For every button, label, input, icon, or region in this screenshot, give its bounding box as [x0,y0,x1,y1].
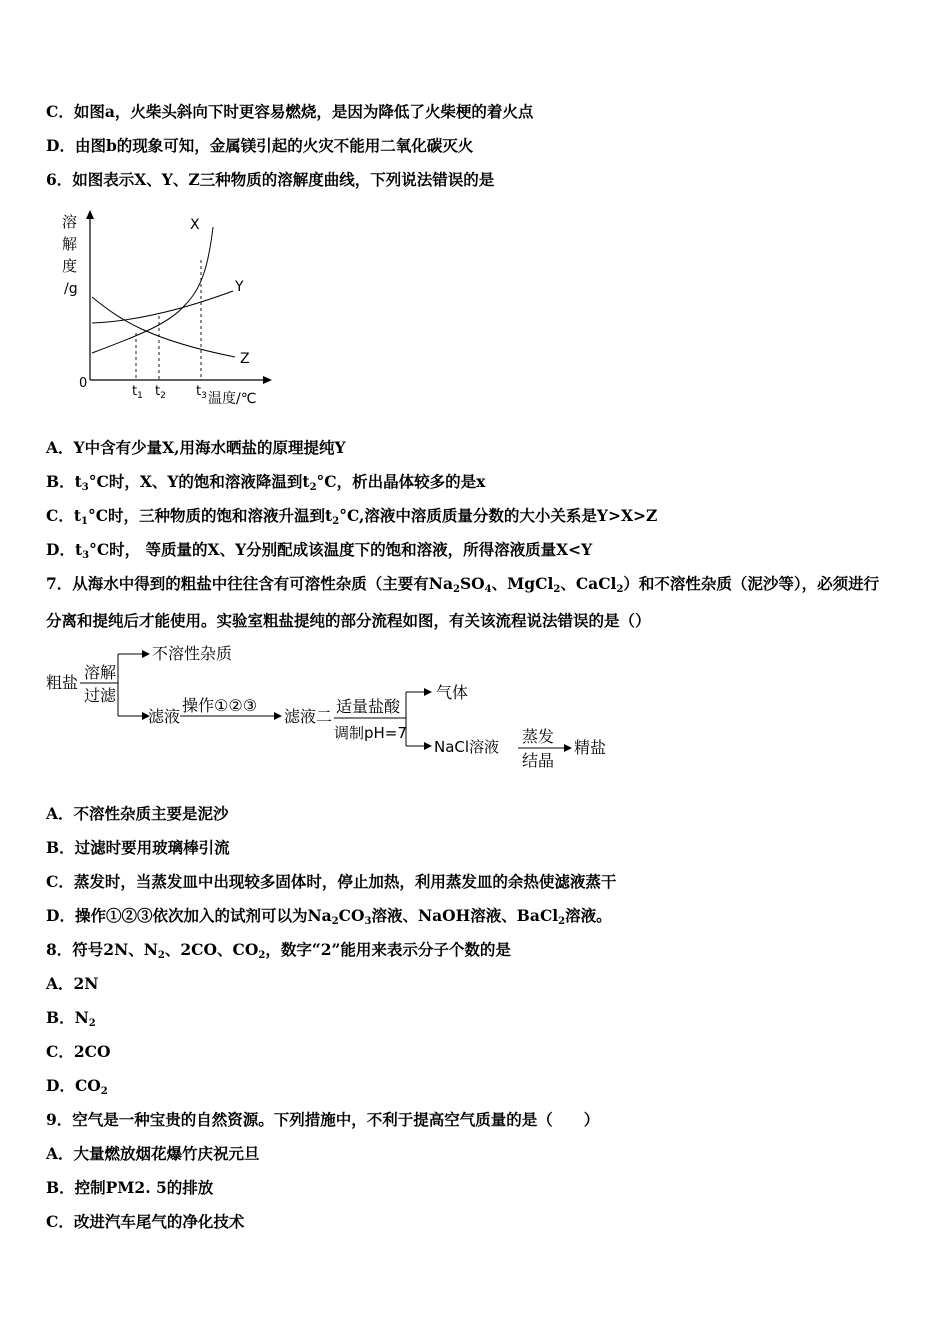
flow-crude-salt: 粗盐 [46,673,79,692]
flow-filtrate1: 滤液 [148,707,181,726]
flow-nacl: NaCl溶液 [434,738,500,756]
curve-z [92,297,235,357]
curve-y [92,291,233,323]
curve-label-z: Z [240,351,250,367]
q5-option-c: C．如图a，火柴头斜向下时更容易燃烧，是因为降低了火柴梗的着火点 [46,102,534,121]
origin-label: 0 [79,376,88,391]
q6-option-c: C．$t_1^\circ C$时，三种物质的饱和溶液升温到$t_2^\circ C$,溶液中溶质质量分数的大小关系是Y>X>Z [46,506,658,527]
tick-t2: $t_2$ [155,384,166,401]
y-label-4: /g [64,281,78,297]
tick-t1: $t_1$ [132,384,143,401]
q7-option-d: D．操作①②③依次加入的试剂可以为$Na_2CO_3$溶液、NaOH溶液、BaCl$_2$溶液。 [46,906,612,927]
salt-purification-flowchart [44,640,624,775]
flow-operation: 操作①②③ [182,696,258,715]
flow-filtrate2: 滤液二 [284,707,333,726]
flow-acid: 适量盐酸 [336,697,401,716]
y-axis-arrow [86,210,94,219]
flow-insoluble: 不溶性杂质 [152,644,233,663]
q7-stem-line2: 分离和提纯后才能使用。实验室粗盐提纯的部分流程如图，有关该流程说法错误的是（） [46,611,651,630]
q8-option-b: B．$N_2$ [46,1008,96,1029]
q8-stem: 8．符号2N、$N_2$、2CO、$CO_2$，数字“2”能用来表示分子个数的是 [46,940,511,961]
flow-gas: 气体 [436,683,469,702]
flow-filter: 过滤 [84,686,117,705]
q6-option-d: D．$t_3^\circ C$时， 等质量的X、Y分别配成该温度下的饱和溶液，所得溶液质量X<Y [46,540,593,561]
x-axis-arrow [263,376,272,384]
flow-evaporate: 蒸发 [522,727,555,746]
q8-option-c: C．2CO [46,1042,111,1061]
q7-stem-line1: 7．从海水中得到的粗盐中往往含有可溶性杂质（主要有$Na_2SO_4$、MgCl$_2$、CaCl$_2$）和不溶性杂质（泥沙等），必须进行 [46,574,880,595]
flow-crystal: 结晶 [522,751,555,770]
tick-t3: $t_3$ [196,384,207,401]
x-label: 温度/℃ [208,391,257,407]
q6-option-a: A．Y中含有少量X,用海水晒盐的原理提纯Y [46,438,346,457]
q7-option-b: B．过滤时要用玻璃棒引流 [46,838,230,857]
q9-stem: 9．空气是一种宝贵的自然资源。下列措施中，不利于提高空气质量的是（ ） [46,1110,600,1129]
y-label-3: 度 [62,257,78,275]
flow-dissolve: 溶解 [84,663,117,682]
solubility-curve-figure [50,205,280,410]
q7-option-c: C．蒸发时，当蒸发皿中出现较多固体时，停止加热，利用蒸发皿的余热使滤液蒸干 [46,872,617,891]
q9-option-c: C．改进汽车尾气的净化技术 [46,1212,245,1231]
q6-option-b: B．$t_3^\circ C$时，X、Y的饱和溶液降温到$t_2^\circ C$，析出晶体较多的是x [46,472,486,493]
y-label-2: 解 [62,235,78,253]
flow-fine-salt: 精盐 [574,738,607,757]
curve-label-x: X [190,217,200,233]
q7-option-a: A．不溶性杂质主要是泥沙 [46,804,229,823]
q9-option-a: A．大量燃放烟花爆竹庆祝元旦 [46,1144,260,1163]
curve-label-y: Y [235,279,244,295]
q9-option-b: B．控制PM2. 5的排放 [46,1178,214,1197]
flow-ph: 调制pH=7 [334,724,407,742]
y-label-1: 溶 [62,213,78,231]
q6-stem: 6．如图表示X、Y、Z三种物质的溶解度曲线，下列说法错误的是 [46,170,495,189]
q5-option-d: D．由图b的现象可知，金属镁引起的火灾不能用二氧化碳灭火 [46,136,474,155]
q8-option-a: A．2N [46,974,99,993]
q8-option-d: D．$CO_2$ [46,1076,108,1097]
